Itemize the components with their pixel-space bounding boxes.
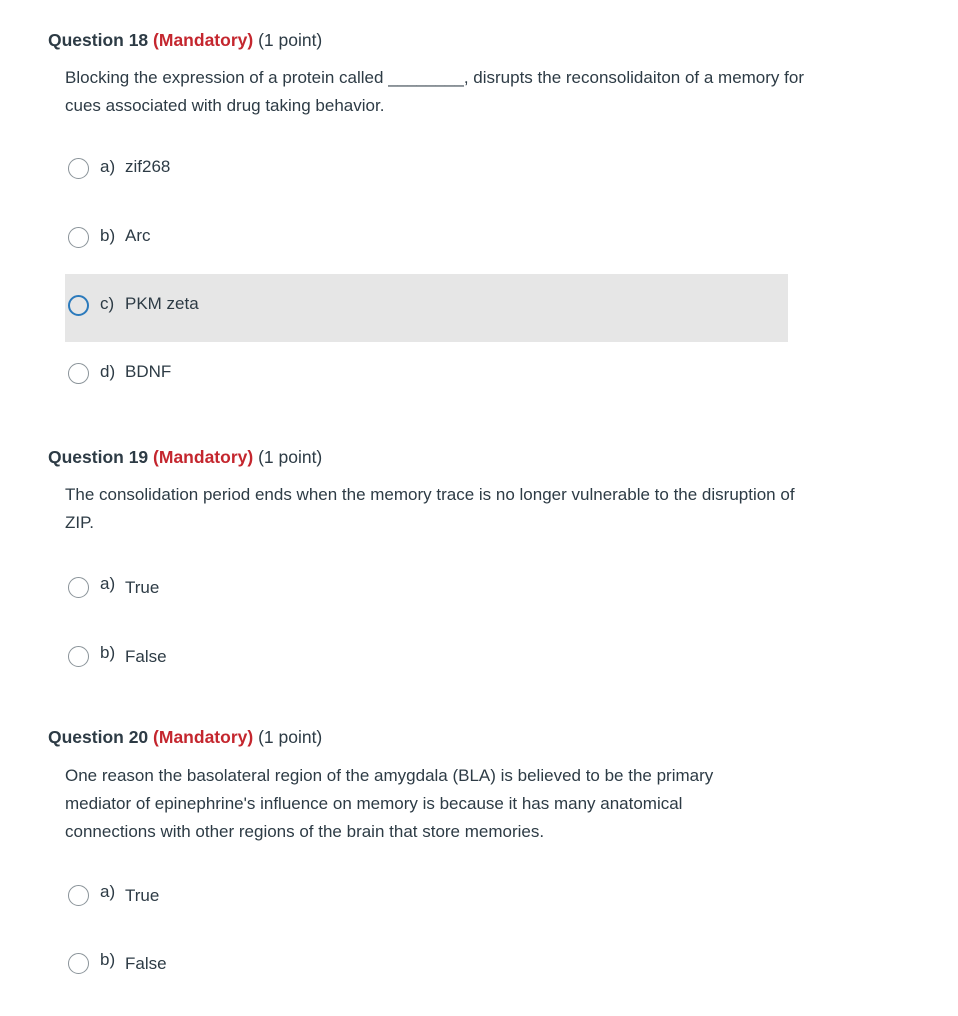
option-letter: a): [100, 157, 116, 176]
radio-button[interactable]: [68, 885, 89, 906]
question-text: One reason the basolateral region of the amygdala (BLA) is believed to be the primary mediator of epinephrine's influence on memory is because it has many anatomical connections with other regions of the brain that store memories.: [65, 766, 714, 841]
answer-option-c[interactable]: [65, 274, 788, 342]
mandatory-label: (Mandatory): [153, 447, 254, 467]
question-title: [48, 446, 322, 468]
answer-option-true[interactable]: [65, 556, 788, 624]
radio-button[interactable]: [68, 363, 89, 384]
question-number: Question 20: [48, 727, 149, 747]
option-text: False: [125, 954, 167, 973]
option-letter: b): [100, 643, 116, 662]
option-letter: a): [100, 882, 116, 901]
radio-button[interactable]: [68, 158, 89, 179]
question-number: Question 18: [48, 30, 149, 50]
option-text: BDNF: [125, 362, 172, 381]
answer-option-b[interactable]: [65, 206, 788, 274]
radio-button[interactable]: [68, 577, 89, 598]
option-text: Arc: [125, 226, 151, 245]
question-points: (1 point): [258, 727, 323, 747]
option-letter: c): [100, 294, 115, 313]
option-letter: b): [100, 950, 116, 969]
radio-button[interactable]: [68, 227, 89, 248]
answer-option-false[interactable]: [65, 932, 788, 1000]
question-number: Question 19: [48, 447, 149, 467]
radio-button[interactable]: [68, 646, 89, 667]
answer-option-false[interactable]: [65, 625, 788, 693]
option-letter: b): [100, 226, 116, 245]
radio-button[interactable]: [68, 953, 89, 974]
answer-option-a[interactable]: [65, 137, 788, 205]
option-text: True: [125, 886, 160, 905]
option-text: zif268: [125, 157, 171, 176]
question-text: The consolidation period ends when the memory trace is no longer vulnerable to the disruption of ZIP.: [65, 485, 795, 532]
answer-option-d[interactable]: [65, 342, 788, 410]
option-text: PKM zeta: [125, 294, 199, 313]
question-text: Blocking the expression of a protein called ________, disrupts the reconsolidaiton of a memory for cues associated with drug taking behavior.: [65, 68, 804, 115]
question-title: [48, 726, 322, 748]
mandatory-label: (Mandatory): [153, 727, 254, 747]
question-points: (1 point): [258, 447, 323, 467]
option-text: False: [125, 647, 167, 666]
answer-option-true[interactable]: [65, 864, 788, 932]
mandatory-label: (Mandatory): [153, 30, 254, 50]
option-letter: d): [100, 362, 116, 381]
radio-button[interactable]: [68, 295, 89, 316]
option-text: True: [125, 578, 160, 597]
question-title: [48, 29, 322, 51]
option-letter: a): [100, 574, 116, 593]
question-points: (1 point): [258, 30, 323, 50]
